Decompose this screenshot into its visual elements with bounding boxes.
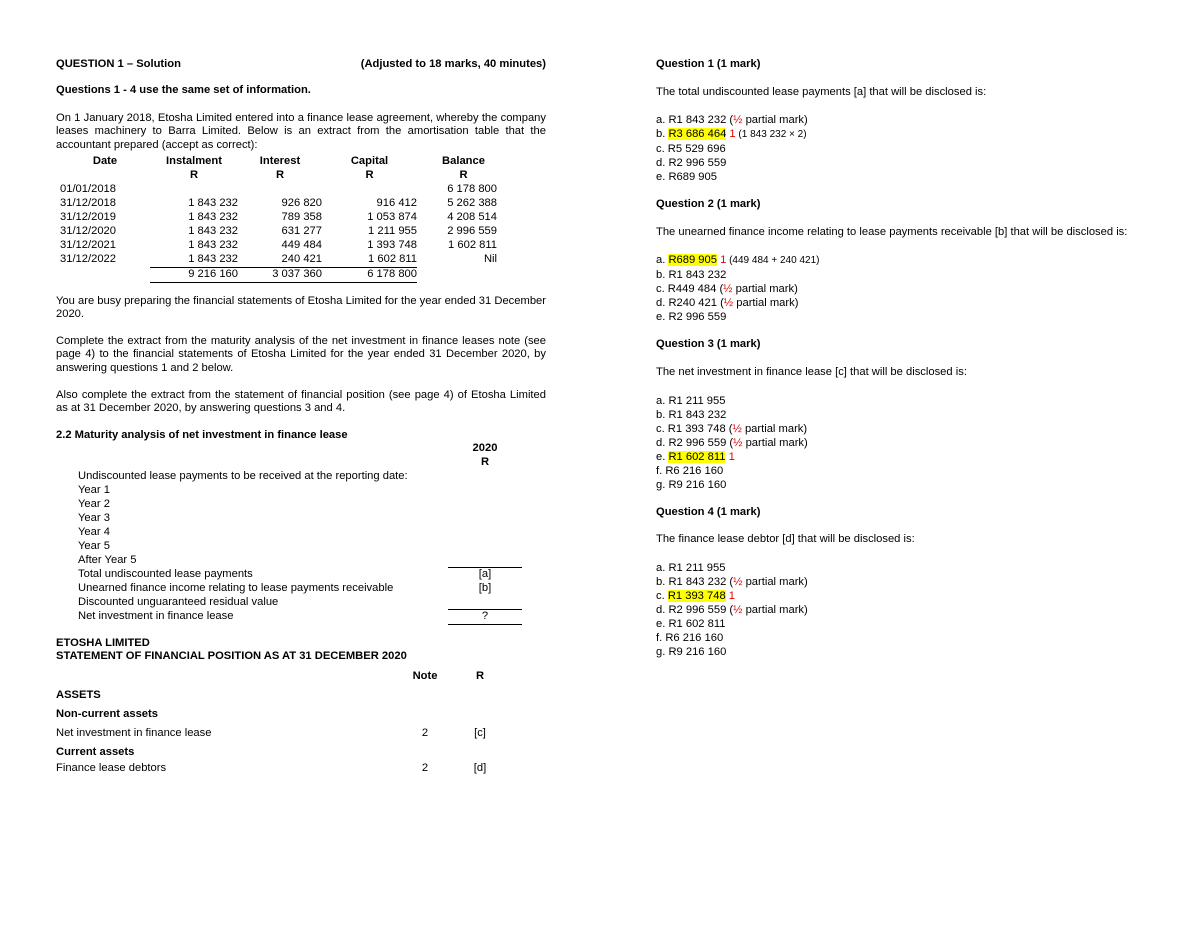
option-text: c. R5 529 696 (656, 143, 726, 156)
answer-option (656, 603, 1146, 617)
amort-total-row (60, 267, 510, 282)
question-2-text: The unearned finance income relating to lease payments receivable [b] that will be disclosed is: (656, 225, 1128, 238)
answer-option (656, 156, 1146, 170)
question-4-block (656, 506, 1146, 659)
table-row (60, 239, 510, 253)
sfp-ca-value: [d] (473, 762, 487, 775)
option-text: f. R6 216 160 (656, 631, 724, 644)
option-text: b. R1 843 232 (656, 269, 727, 282)
answer-option (656, 464, 1146, 478)
sfp-note-header: Note (412, 670, 438, 683)
option-text: a. (656, 254, 669, 267)
sfp-assets: ASSETS (56, 689, 101, 702)
amort-instalment: 1 843 232 (188, 211, 238, 223)
table-row (56, 582, 522, 596)
option-text: d. R2 996 559 ( (656, 603, 734, 616)
option-text: e. R689 905 (656, 171, 717, 184)
option-text: b. (656, 128, 669, 141)
amort-capital (322, 183, 417, 197)
ma-unit: R (480, 456, 490, 469)
option-text: partial mark) (742, 114, 808, 127)
amort-capital: 916 412 (376, 197, 417, 210)
ma-row-value (448, 470, 522, 484)
amort-header-date: Date (92, 155, 118, 168)
option-text: partial mark) (742, 575, 808, 588)
option-text: partial mark) (733, 297, 799, 310)
option-text: g. R9 216 160 (656, 478, 727, 491)
table-row (56, 526, 522, 540)
maturity-analysis-title: 2.2 Maturity analysis of net investment in finance lease (56, 428, 348, 441)
option-text: b. R1 843 232 (656, 408, 727, 421)
amort-interest: 789 358 (281, 211, 322, 223)
partial-mark-half: ½ (723, 283, 733, 296)
answer-option (656, 617, 1146, 631)
amort-header-interest: Interest (259, 155, 301, 168)
sfp-unit-header: R (475, 670, 485, 683)
ma-year: 2020 (472, 442, 498, 455)
amort-date: 01/01/2018 (60, 183, 116, 196)
amort-total-instalment: 9 216 160 (150, 267, 238, 282)
working-note: (1 843 232 × 2) (735, 129, 807, 141)
table-row (56, 470, 522, 484)
option-text: c. R1 393 748 ( (656, 422, 733, 435)
answer-option (656, 170, 1146, 184)
answer-option (656, 436, 1146, 450)
answer-option (656, 422, 1146, 436)
option-text: e. R1 602 811 (656, 617, 726, 630)
option-text: a. R1 843 232 ( (656, 114, 734, 127)
question-4-title: Question 4 (1 mark) (656, 505, 761, 518)
paragraph-complete-maturity: Complete the extract from the maturity analysis of the net investment in finance leases note (see page 4) to the financial statements of Etosha Limited for the year ended 31 December 2020, by answering questions 1 and 2 below. (56, 334, 546, 374)
option-text: c. R449 484 ( (656, 283, 724, 296)
table-row (60, 225, 510, 239)
paragraph-busy: You are busy preparing the financial statements of Etosha Limited for the year ended 31 December 2020. (56, 294, 546, 321)
left-column (56, 58, 546, 776)
option-text: d. R2 996 559 (656, 157, 727, 170)
table-row (56, 484, 522, 498)
partial-mark-half: ½ (733, 603, 743, 616)
amort-date: 31/12/2019 (60, 211, 116, 223)
answer-option (656, 575, 1146, 589)
amort-capital: 1 602 811 (368, 252, 417, 265)
amort-balance: Nil (483, 252, 497, 265)
mark-awarded: 1 (725, 589, 736, 602)
ma-row-label: Total undiscounted lease payments (78, 567, 253, 580)
question-title: QUESTION 1 – Solution (56, 58, 181, 70)
option-text: d. R2 996 559 ( (656, 436, 734, 449)
answer-option (656, 113, 1146, 127)
answer-option (656, 645, 1146, 659)
answer-option (656, 394, 1146, 408)
amort-interest: 926 820 (281, 197, 322, 210)
question-2-block (656, 198, 1146, 324)
ma-row-value (448, 596, 522, 610)
amortisation-table (60, 155, 510, 282)
amort-balance: 1 602 811 (448, 238, 497, 251)
question-1-text: The total undiscounted lease payments [a] that will be disclosed is: (656, 85, 987, 98)
table-row (60, 253, 510, 267)
correct-answer-highlight: R3 686 464 (668, 128, 727, 141)
table-row (60, 183, 510, 197)
ma-row-value (448, 498, 522, 512)
option-text: e. (656, 450, 669, 463)
table-row (56, 610, 522, 625)
sfp-nca-note: 2 (421, 727, 429, 740)
amort-interest: 631 277 (281, 224, 322, 237)
ma-row-value: ? (448, 610, 522, 625)
amort-total-interest: 3 037 360 (238, 267, 322, 282)
amort-interest (238, 183, 322, 197)
sfp-nca-item: Net investment in finance lease (56, 727, 212, 740)
table-row (56, 540, 522, 554)
amort-unit: R (189, 169, 199, 182)
answer-option (656, 450, 1146, 464)
correct-answer-highlight: R1 393 748 (667, 589, 726, 602)
amort-interest: 449 484 (281, 238, 322, 251)
amort-balance: 6 178 800 (447, 183, 497, 196)
answer-option (656, 561, 1146, 575)
amort-header-row (60, 155, 510, 169)
amort-date: 31/12/2020 (60, 224, 116, 237)
question-1-options (656, 113, 1146, 184)
ma-row-value (448, 512, 522, 526)
question-3-text: The net investment in finance lease [c] that will be disclosed is: (656, 365, 967, 378)
amort-capital: 1 211 955 (368, 224, 417, 237)
answer-option (656, 589, 1146, 603)
sfp-table (56, 668, 506, 776)
table-row (56, 567, 522, 581)
option-text: a. R1 211 955 (656, 394, 726, 407)
option-text: partial mark) (732, 283, 798, 296)
option-text: e. R2 996 559 (656, 311, 727, 324)
table-row (56, 596, 522, 610)
amort-date: 31/12/2022 (60, 252, 116, 265)
table-row (60, 211, 510, 225)
partial-mark-half: ½ (733, 114, 743, 127)
amort-interest: 240 421 (281, 252, 322, 265)
paragraph-complete-sfp: Also complete the extract from the statement of financial position (see page 4) of Etosha Limited as at 31 December 2020, by answering questions 3 and 4. (56, 388, 546, 415)
partial-mark-half: ½ (733, 575, 743, 588)
question-header (56, 58, 546, 70)
correct-answer-highlight: R689 905 (668, 254, 717, 267)
amort-header-balance: Balance (442, 155, 485, 168)
question-2-title: Question 2 (1 mark) (656, 198, 761, 211)
ma-row-label: Year 1 (78, 484, 110, 496)
answer-option (656, 631, 1146, 645)
amort-unit: R (365, 169, 374, 182)
option-text: d. R240 421 ( (656, 297, 724, 310)
amort-instalment: 1 843 232 (188, 238, 238, 251)
intro-paragraph: On 1 January 2018, Etosha Limited entered into a finance lease agreement, whereby the company leases machinery to Barra Limited. Below is an extract from the amortisation table that the accountant prepared (accept as correct): (56, 111, 546, 151)
answer-option (656, 268, 1146, 282)
ma-row-value (448, 484, 522, 498)
amort-capital: 1 053 874 (367, 211, 417, 223)
working-note: (449 484 + 240 421) (726, 255, 820, 267)
partial-mark-half: ½ (723, 297, 734, 310)
option-text: g. R9 216 160 (656, 645, 727, 658)
amort-capital: 1 393 748 (367, 238, 417, 251)
sfp-ca-heading: Current assets (56, 746, 135, 759)
ma-row-value (448, 540, 522, 554)
sfp-ca-note: 2 (421, 762, 429, 775)
sfp-title: STATEMENT OF FINANCIAL POSITION AS AT 31 DECEMBER 2020 (56, 650, 407, 663)
amort-instalment (150, 183, 238, 197)
sfp-company: ETOSHA LIMITED (56, 637, 150, 650)
amort-unit: R (459, 169, 468, 182)
amort-instalment: 1 843 232 (188, 224, 238, 237)
amort-instalment: 1 843 232 (188, 197, 238, 210)
amort-unit-row (60, 169, 510, 183)
answer-option (656, 142, 1146, 156)
option-text: partial mark) (742, 436, 808, 449)
ma-row-label: Net investment in finance lease (78, 610, 234, 623)
table-row (56, 762, 506, 776)
mark-awarded: 1 (726, 128, 736, 141)
answer-option (656, 127, 1146, 142)
partial-mark-half: ½ (732, 422, 742, 435)
answer-option (656, 408, 1146, 422)
ma-row-value: [b] (478, 581, 492, 594)
question-3-block (656, 338, 1146, 491)
partial-mark-half: ½ (733, 436, 743, 449)
sfp-ca-item: Finance lease debtors (56, 762, 167, 775)
option-text: partial mark) (742, 603, 808, 616)
ma-row-label: After Year 5 (78, 553, 137, 566)
amort-header-capital: Capital (350, 155, 389, 168)
ma-row-label: Year 4 (78, 525, 110, 538)
ma-row-label: Unearned finance income relating to lease payments receivable (78, 581, 394, 594)
ma-row-label: Discounted unguaranteed residual value (78, 595, 279, 608)
amort-header-instalment: Instalment (166, 155, 222, 168)
amort-balance: 4 208 514 (447, 211, 497, 223)
ma-row-value (448, 526, 522, 540)
amort-unit (60, 169, 150, 183)
answer-option (656, 253, 1146, 268)
question-marks: (Adjusted to 18 marks, 40 minutes) (360, 58, 546, 70)
option-text: c. (656, 589, 668, 602)
ma-row-value (448, 554, 522, 568)
amort-date: 31/12/2021 (60, 238, 116, 251)
ma-row-label: Undiscounted lease payments to be received at the reporting date: (78, 470, 408, 483)
answer-option (656, 296, 1146, 310)
correct-answer-highlight: R1 602 811 (668, 450, 726, 463)
table-row (56, 498, 522, 512)
ma-row-value: [a] (448, 567, 522, 581)
amort-balance: 2 996 559 (447, 224, 497, 237)
amort-total-capital: 6 178 800 (322, 267, 417, 282)
table-row (56, 554, 522, 568)
question-2-options (656, 253, 1146, 324)
sfp-nca-heading: Non-current assets (56, 708, 158, 721)
mark-awarded: 1 (716, 254, 727, 267)
table-row (56, 512, 522, 526)
question-4-text: The finance lease debtor [d] that will be disclosed is: (656, 533, 915, 546)
ma-row-label: Year 3 (78, 511, 110, 524)
table-row (56, 724, 506, 744)
maturity-analysis-table (56, 442, 522, 625)
question-1-block (656, 58, 1146, 184)
option-text: a. R1 211 955 (656, 561, 726, 574)
option-text: b. R1 843 232 ( (656, 575, 734, 588)
answer-option (656, 478, 1146, 492)
question-3-title: Question 3 (1 mark) (656, 338, 761, 351)
question-subtitle: Questions 1 - 4 use the same set of information. (56, 84, 311, 96)
table-row (60, 197, 510, 211)
question-1-title: Question 1 (1 mark) (656, 58, 761, 70)
amort-unit: R (275, 169, 285, 182)
question-4-options (656, 561, 1146, 659)
amort-date: 31/12/2018 (60, 197, 116, 210)
option-text: f. R6 216 160 (656, 464, 724, 477)
question-3-options (656, 394, 1146, 492)
answer-option (656, 282, 1146, 296)
answer-option (656, 310, 1146, 324)
ma-row-label: Year 5 (78, 539, 110, 552)
amort-instalment: 1 843 232 (188, 252, 238, 265)
amort-balance: 5 262 388 (447, 197, 497, 210)
ma-row-label: Year 2 (78, 497, 110, 510)
right-column (656, 58, 1146, 659)
option-text: partial mark) (741, 422, 808, 435)
sfp-nca-value: [c] (474, 727, 486, 740)
mark-awarded: 1 (725, 450, 735, 463)
